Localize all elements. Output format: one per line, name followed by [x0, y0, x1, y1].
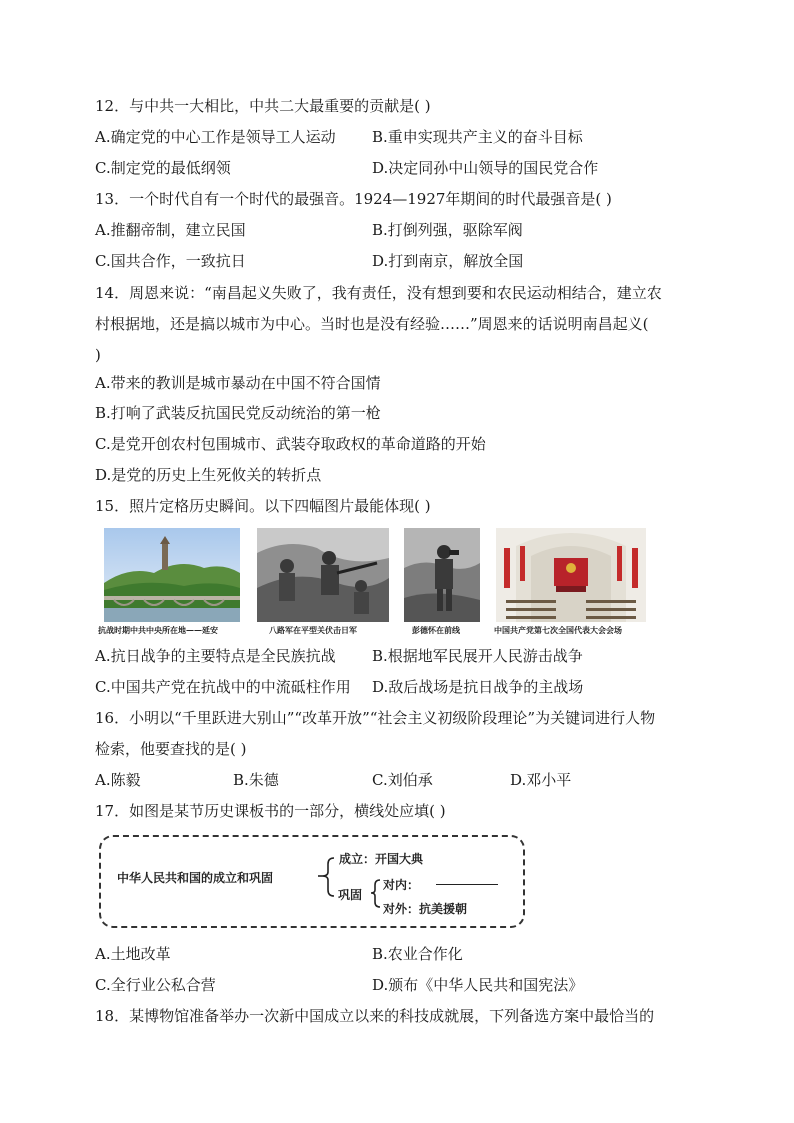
photo-pingxingguan: [257, 528, 389, 622]
q16-stem-line-2: 检索，他要查找的是( ): [95, 740, 247, 758]
q15-option-a[interactable]: A.抗日战争的主要特点是全民族抗战: [95, 647, 336, 665]
q14-option-d[interactable]: D.是党的历史上生死攸关的转折点: [95, 466, 322, 484]
q13-option-c[interactable]: C.国共合作，一致抗日: [95, 252, 246, 270]
q16-option-a[interactable]: A.陈毅: [95, 771, 141, 789]
q17-stem: 17．如图是某节历史课板书的一部分，横线处应填( ): [95, 802, 446, 820]
photo-peng-dehuai: [404, 528, 480, 622]
q16-option-b[interactable]: B.朱德: [233, 771, 279, 789]
q16-stem-line-1: 16．小明以“千里跃进大别山”“改革开放”“社会主义初级阶段理论”为关键词进行人物: [95, 709, 656, 727]
q12-option-c[interactable]: C.制定党的最低纲领: [95, 159, 231, 177]
q15-option-d[interactable]: D.敌后战场是抗日战争的主战场: [372, 678, 584, 696]
photo-seventh-congress-caption: 中国共产党第七次全国代表大会会场: [494, 625, 622, 635]
photo-peng-dehuai-caption: 彭德怀在前线: [412, 625, 460, 635]
q17-option-d[interactable]: D.颁布《中华人民共和国宪法》: [372, 976, 584, 994]
q13-option-b[interactable]: B.打倒列强，驱除军阀: [372, 221, 523, 239]
q12-stem: 12．与中共一大相比，中共二大最重要的贡献是( ): [95, 97, 431, 115]
q14-stem-line-2: 村根据地，还是搞以城市为中心。当时也是没有经验……”周恩来的话说明南昌起义(: [95, 315, 649, 333]
q15-stem: 15．照片定格历史瞬间。以下四幅图片最能体现( ): [95, 497, 431, 515]
q13-stem: 13．一个时代自有一个时代的最强音。1924—1927年期间的时代最强音是( ): [95, 190, 612, 208]
photo-pingxingguan-caption: 八路军在平型关伏击日军: [269, 625, 357, 635]
diagram-consolidate: 巩固: [338, 888, 363, 902]
q17-option-c[interactable]: C.全行业公私合营: [95, 976, 216, 994]
q14-stem-line-1: 14．周恩来说：“南昌起义失败了，我有责任，没有想到要和农民运动相结合，建立农: [95, 284, 662, 302]
diagram-answer-blank[interactable]: [436, 884, 498, 885]
q17-option-a[interactable]: A.土地改革: [95, 945, 171, 963]
photo-seventh-congress: [496, 528, 646, 622]
diagram-founding: 成立：开国大典: [339, 852, 424, 866]
photo-yanan-caption: 抗战时期中共中央所在地——延安: [98, 625, 218, 635]
q12-option-a[interactable]: A.确定党的中心工作是领导工人运动: [95, 128, 336, 146]
q13-option-d[interactable]: D.打到南京，解放全国: [372, 252, 524, 270]
q15-option-b[interactable]: B.根据地军民展开人民游击战争: [372, 647, 583, 665]
q12-option-d[interactable]: D.决定同孙中山领导的国民党合作: [372, 159, 599, 177]
q18-stem: 18．某博物馆准备举办一次新中国成立以来的科技成就展，下列备选方案中最恰当的: [95, 1007, 655, 1025]
q17-option-b[interactable]: B.农业合作化: [372, 945, 463, 963]
q12-option-b[interactable]: B.重申实现共产主义的奋斗目标: [372, 128, 583, 146]
q14-option-a[interactable]: A.带来的教训是城市暴动在中国不符合国情: [95, 374, 381, 392]
diagram-domestic: 对内：: [383, 878, 420, 892]
q16-option-d[interactable]: D.邓小平: [510, 771, 572, 789]
photo-yanan: [104, 528, 240, 622]
diagram-root: 中华人民共和国的成立和巩固: [117, 871, 274, 885]
q13-option-a[interactable]: A.推翻帝制，建立民国: [95, 221, 246, 239]
q16-option-c[interactable]: C.刘伯承: [372, 771, 433, 789]
q14-stem-line-3: ): [95, 346, 101, 364]
diagram-foreign: 对外：抗美援朝: [383, 902, 468, 916]
q14-option-b[interactable]: B.打响了武装反抗国民党反动统治的第一枪: [95, 404, 381, 422]
q15-option-c[interactable]: C.中国共产党在抗战中的中流砥柱作用: [95, 678, 351, 696]
q14-option-c[interactable]: C.是党开创农村包围城市、武装夺取政权的革命道路的开始: [95, 435, 486, 453]
